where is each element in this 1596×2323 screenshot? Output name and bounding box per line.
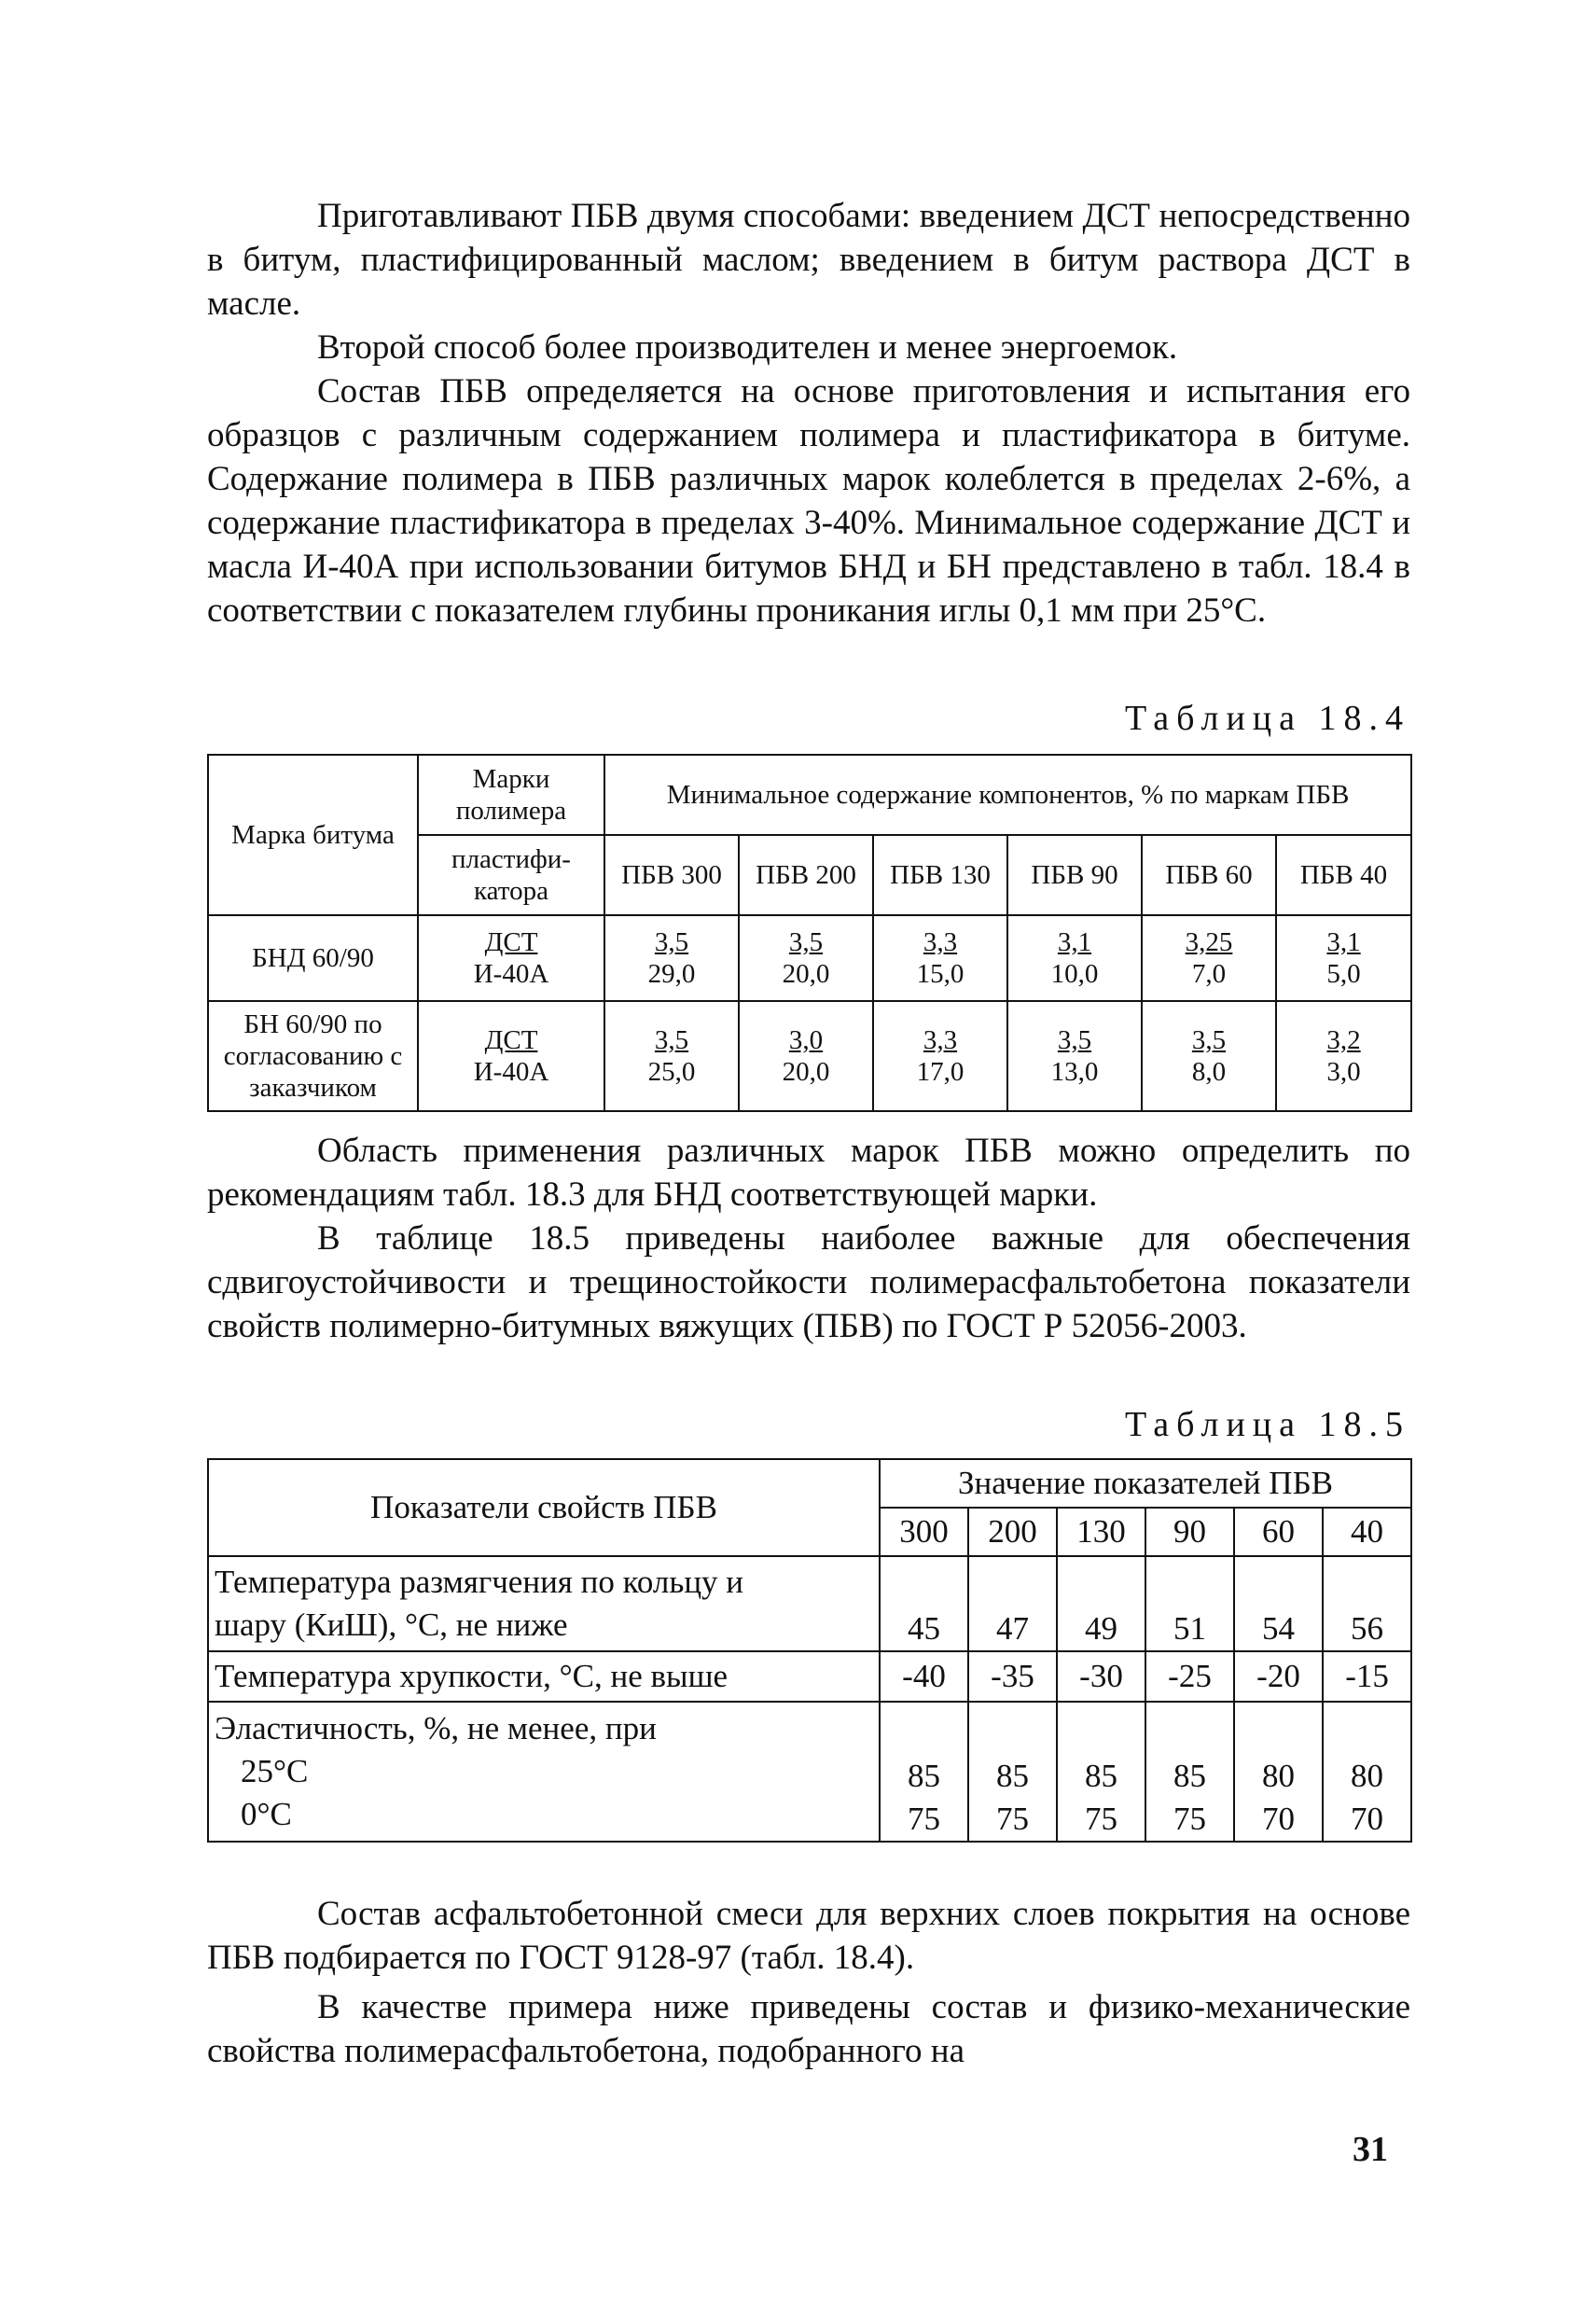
value-cell: -35 [968, 1651, 1057, 1702]
value-cell [604, 1001, 739, 1111]
dst-value: 3,2 [1326, 1025, 1361, 1055]
table-18-5 [207, 1458, 1412, 1843]
polymer-name: ДСТ [484, 927, 538, 957]
value-cell [873, 915, 1007, 1001]
header-polymer: Марки полимера [418, 755, 604, 835]
grade-cell: ПБВ 60 [1142, 835, 1276, 915]
value-cell [1276, 1001, 1411, 1111]
dst-value: 3,1 [1057, 927, 1092, 957]
value-25: 85 [908, 1758, 940, 1794]
value-cell [739, 915, 873, 1001]
grade-cell: 60 [1234, 1508, 1323, 1556]
value-cell [1145, 1702, 1234, 1842]
intro-text [207, 194, 1410, 633]
paragraph: Второй способ более производителен и менее энергоемок. [317, 328, 1178, 367]
grade-cell: 130 [1057, 1508, 1145, 1556]
oil-value: 29,0 [647, 959, 696, 989]
label-line: 0°С [241, 1796, 292, 1832]
value-cell [1234, 1702, 1323, 1842]
header-plasticizer: пластифи-катора [418, 835, 604, 915]
oil-value: 5,0 [1326, 959, 1361, 989]
value-cell: 49 [1057, 1556, 1145, 1651]
dst-value: 3,5 [788, 927, 824, 957]
value-25: 85 [1085, 1758, 1117, 1794]
bitumen-cell: БН 60/90 по согласованию с заказчиком [208, 1001, 418, 1111]
oil-value: 17,0 [916, 1057, 965, 1087]
value-cell [1276, 915, 1411, 1001]
polymer-name: ДСТ [484, 1025, 538, 1055]
value-0: 75 [1085, 1801, 1117, 1837]
value-cell [1007, 1001, 1142, 1111]
paragraph: В качестве примера ниже приведены состав и физико-механические свойства полимерасфальтобетона, подобранного на [207, 1988, 1410, 2070]
page-number: 31 [1353, 2130, 1388, 2169]
grade-cell: ПБВ 130 [873, 835, 1007, 915]
value-cell [739, 1001, 873, 1111]
component-cell [418, 1001, 604, 1111]
value-cell: -40 [880, 1651, 968, 1702]
value-0: 75 [908, 1801, 940, 1837]
bitumen-cell: БНД 60/90 [208, 915, 418, 1001]
oil-value: 25,0 [647, 1057, 696, 1087]
value-cell: 47 [968, 1556, 1057, 1651]
oil-value: 13,0 [1050, 1057, 1099, 1087]
grade-cell: 200 [968, 1508, 1057, 1556]
table-18-4 [207, 754, 1412, 1112]
value-cell: 51 [1145, 1556, 1234, 1651]
value-cell [1142, 1001, 1276, 1111]
value-cell: -20 [1234, 1651, 1323, 1702]
value-25: 80 [1262, 1758, 1295, 1794]
grade-cell: 300 [880, 1508, 968, 1556]
plasticizer-name: И-40А [473, 1057, 549, 1087]
dst-value: 3,5 [654, 1025, 689, 1055]
paragraph: В таблице 18.5 приведены наиболее важные для обеспечения сдвигоустойчивости и трещиностойкости полимерасфальтобетона показатели свойств полимерно-битумных вяжущих (ПБВ) по ГОСТ Р 52056-2003. [207, 1219, 1410, 1345]
property-label: Температура хрупкости, °С, не выше [208, 1651, 880, 1702]
dst-value: 3,5 [654, 927, 689, 957]
value-cell [604, 915, 739, 1001]
value-cell: 56 [1323, 1556, 1411, 1651]
dst-value: 3,5 [1191, 1025, 1227, 1055]
dst-value: 3,3 [923, 1025, 958, 1055]
value-cell: 45 [880, 1556, 968, 1651]
property-label [208, 1556, 880, 1651]
grade-cell: ПБВ 200 [739, 835, 873, 915]
dst-value: 3,0 [788, 1025, 824, 1055]
header-values: Значение показателей ПБВ [880, 1459, 1411, 1508]
dst-value: 3,5 [1057, 1025, 1092, 1055]
oil-value: 20,0 [782, 1057, 830, 1087]
label-line: Эластичность, %, не менее, при [215, 1710, 657, 1746]
oil-value: 10,0 [1050, 959, 1099, 989]
value-cell [1323, 1702, 1411, 1842]
paragraph: Состав ПБВ определяется на основе приготовления и испытания его образцов с различным содержанием полимера и пластификатора в битуме. Содержание полимера в ПБВ различных марок колеблется в пределах 2-6%, а содержание пластификатора в пределах 3-40%. Минимальное содержание ДСТ и масла И-40А при использовании битумов БНД и БН представлено в табл. 18.4 в соответствии с показателем глубины проникания иглы 0,1 мм при 25°С. [207, 372, 1410, 630]
table-caption-18-4 [207, 698, 1410, 739]
value-25: 80 [1351, 1758, 1384, 1794]
value-25: 85 [996, 1758, 1029, 1794]
value-cell [968, 1702, 1057, 1842]
value-0: 75 [996, 1801, 1029, 1837]
oil-value: 20,0 [782, 959, 830, 989]
value-cell: 54 [1234, 1556, 1323, 1651]
value-0: 70 [1351, 1801, 1384, 1837]
dst-value: 3,25 [1185, 927, 1233, 957]
value-cell [1007, 915, 1142, 1001]
oil-value: 15,0 [916, 959, 965, 989]
grade-cell: ПБВ 300 [604, 835, 739, 915]
table-caption: Таблица 18.5 [1124, 1405, 1410, 1444]
value-cell [1057, 1702, 1145, 1842]
paragraph: Состав асфальтобетонной смеси для верхних слоев покрытия на основе ПБВ подбирается по ГОСТ 9128-97 (табл. 18.4). [207, 1895, 1410, 1977]
value-25: 85 [1173, 1758, 1206, 1794]
label-line: шару (КиШ), °С, не ниже [215, 1607, 568, 1643]
header-min-content: Минимальное содержание компонентов, % по маркам ПБВ [604, 755, 1411, 835]
oil-value: 3,0 [1326, 1057, 1361, 1087]
table-row [208, 915, 1411, 1001]
grade-cell: ПБВ 40 [1276, 835, 1411, 915]
paragraph: Приготавливают ПБВ двумя способами: введением ДСТ непосредственно в битум, пластифицированный маслом; введением в битум раствора ДСТ в масле. [207, 197, 1410, 323]
grade-cell: ПБВ 90 [1007, 835, 1142, 915]
component-cell [418, 915, 604, 1001]
grade-cell: 40 [1323, 1508, 1411, 1556]
plasticizer-name: И-40А [473, 959, 549, 989]
grade-cell: 90 [1145, 1508, 1234, 1556]
table-row [208, 1556, 1411, 1651]
label-line: Температура размягчения по кольцу и [215, 1564, 744, 1600]
dst-value: 3,1 [1326, 927, 1361, 957]
table-row [208, 1702, 1411, 1842]
value-cell: -25 [1145, 1651, 1234, 1702]
table-row [208, 1651, 1411, 1702]
oil-value: 7,0 [1191, 959, 1227, 989]
table-caption: Таблица 18.4 [1124, 699, 1410, 738]
table-row [208, 1001, 1411, 1111]
header-bitumen: Марка битума [208, 755, 418, 915]
value-cell [873, 1001, 1007, 1111]
value-0: 75 [1173, 1801, 1206, 1837]
value-cell: -15 [1323, 1651, 1411, 1702]
oil-value: 8,0 [1191, 1057, 1227, 1087]
label-line: 25°С [241, 1753, 309, 1789]
value-cell [1142, 915, 1276, 1001]
property-label [208, 1702, 880, 1842]
table-caption-18-5 [207, 1404, 1410, 1445]
dst-value: 3,3 [923, 927, 958, 957]
value-cell: -30 [1057, 1651, 1145, 1702]
paragraph: Область применения различных марок ПБВ можно определить по рекомендациям табл. 18.3 для БНД соответствующей марки. [207, 1132, 1410, 1214]
bottom-text [207, 1892, 1410, 2073]
middle-text [207, 1129, 1410, 1348]
value-0: 70 [1262, 1801, 1295, 1837]
value-cell [880, 1702, 968, 1842]
header-props: Показатели свойств ПБВ [208, 1459, 880, 1556]
